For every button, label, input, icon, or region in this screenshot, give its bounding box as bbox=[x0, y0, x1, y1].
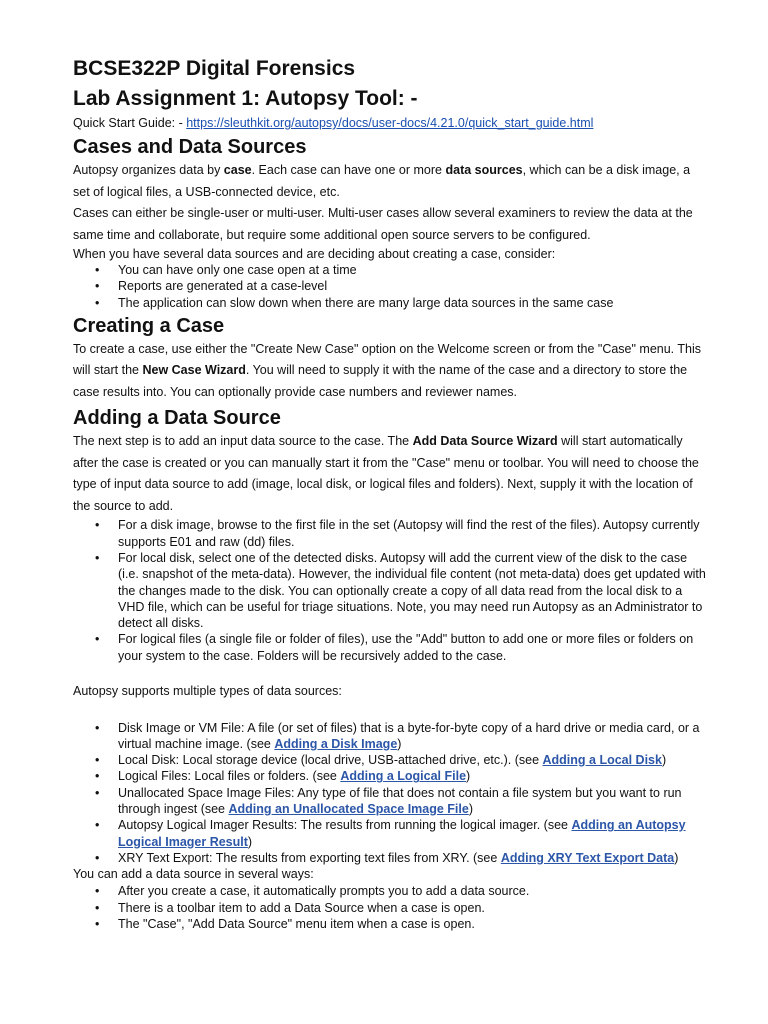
list-item: • Autopsy Logical Imager Results: The results from running the logical imager. (see Adding an Autopsy Logical Imager Result) bbox=[118, 817, 708, 850]
data-source-types-list bbox=[73, 720, 708, 867]
list-item: • For logical files (a single file or folder of files), use the "Add" button to add one or more files or folders on your system to the case. Folders will be recursively added to the case. bbox=[118, 631, 708, 664]
list-item: • You can have only one case open at a time bbox=[118, 262, 708, 278]
list-item: • There is a toolbar item to add a Data Source when a case is open. bbox=[118, 900, 708, 916]
course-title: BCSE322P Digital Forensics bbox=[73, 57, 356, 80]
link-adding-local-disk[interactable]: Adding a Local Disk bbox=[542, 753, 662, 768]
list-item: • The "Case", "Add Data Source" menu item when a case is open. bbox=[118, 916, 708, 932]
quick-start-link[interactable]: https://sleuthkit.org/autopsy/docs/user-docs/4.21.0/quick_start_guide.html bbox=[186, 116, 594, 130]
link-adding-disk-image[interactable]: Adding a Disk Image bbox=[274, 736, 398, 751]
assignment-title: Lab Assignment 1: Autopsy Tool: - bbox=[73, 87, 418, 110]
quick-start-line bbox=[73, 114, 708, 132]
link-adding-xry-export[interactable]: Adding XRY Text Export Data bbox=[500, 850, 675, 865]
cases-paragraph-3: When you have several data sources and are deciding about creating a case, consider: bbox=[73, 247, 556, 261]
case-considerations-list bbox=[73, 262, 708, 311]
list-item: • For local disk, select one of the detected disks. Autopsy will add the current view of the disk to the case (i.e. snapshot of the meta-data). However, the individual file content (not meta-data) does get updated with the changes made to the disk. You can optionally create a copy of all data read from the local disk to a VHD file, which can be useful for triage situations. Note, you may need run Autopsy as an Administrator to detect all disks. bbox=[118, 550, 708, 631]
list-item: • XRY Text Export: The results from exporting text files from XRY. (see Adding XRY Text Export Data) bbox=[118, 850, 708, 866]
link-adding-logical-imager[interactable]: Adding an Autopsy Logical Imager Result bbox=[118, 818, 686, 849]
cases-paragraph-2: Cases can either be single-user or multi-user. Multi-user cases allow several examiners to review the data at the same time and collaborate, but require some additional open source servers to be configured. bbox=[73, 206, 693, 242]
add-source-ways-list bbox=[73, 883, 708, 932]
list-item: • Reports are generated at a case-level bbox=[118, 278, 708, 294]
list-item: • The application can slow down when there are many large data sources in the same case bbox=[118, 295, 708, 311]
list-item: • Unallocated Space Image Files: Any type of file that does not contain a file system but you want to run through ingest (see Adding an Unallocated Space Image File) bbox=[118, 785, 708, 818]
list-item: • Disk Image or VM File: A file (or set of files) that is a byte-for-byte copy of a hard drive or media card, or a virtual machine image. (see Adding a Disk Image) bbox=[118, 720, 708, 753]
link-adding-logical-file[interactable]: Adding a Logical File bbox=[340, 769, 467, 784]
types-intro: Autopsy supports multiple types of data sources: bbox=[73, 684, 342, 699]
link-adding-unallocated-space[interactable]: Adding an Unallocated Space Image File bbox=[228, 802, 469, 817]
heading-cases-data-sources: Cases and Data Sources bbox=[73, 136, 307, 158]
list-item: • Local Disk: Local storage device (local drive, USB-attached drive, etc.). (see Adding a Local Disk) bbox=[118, 752, 708, 768]
list-item: • After you create a case, it automatically prompts you to add a data source. bbox=[118, 883, 708, 899]
list-item: • For a disk image, browse to the first file in the set (Autopsy will find the rest of the files). Autopsy currently supports E01 and raw (dd) files. bbox=[118, 517, 708, 550]
adding-source-paragraph: The next step is to add an input data source to the case. The Add Data Source Wizard will start automatically after the case is created or you can manually start it from the "Case" menu or toolbar. You will need to choose the type of input data source to add (image, local disk, or logical files and folders). Next, supply it with the location of the source to add. bbox=[73, 434, 699, 513]
creating-case-paragraph: To create a case, use either the "Create New Case" option on the Welcome screen or from the "Case" menu. This will start the New Case Wizard. You will need to supply it with the name of the case and a directory to store the case results into. You can optionally provide case numbers and reviewer names. bbox=[73, 341, 702, 399]
data-source-options-list bbox=[73, 517, 708, 664]
heading-adding-data-source: Adding a Data Source bbox=[73, 407, 281, 430]
heading-creating-case: Creating a Case bbox=[73, 314, 225, 337]
ways-intro: You can add a data source in several ways: bbox=[73, 867, 314, 882]
quick-start-label: Quick Start Guide: - bbox=[73, 116, 187, 130]
list-item: • Logical Files: Local files or folders. (see Adding a Logical File) bbox=[118, 768, 708, 784]
cases-paragraph-1: Autopsy organizes data by case. Each case can have one or more data sources, which can be a disk image, a set of logical files, a USB-connected device, etc. bbox=[73, 163, 691, 199]
